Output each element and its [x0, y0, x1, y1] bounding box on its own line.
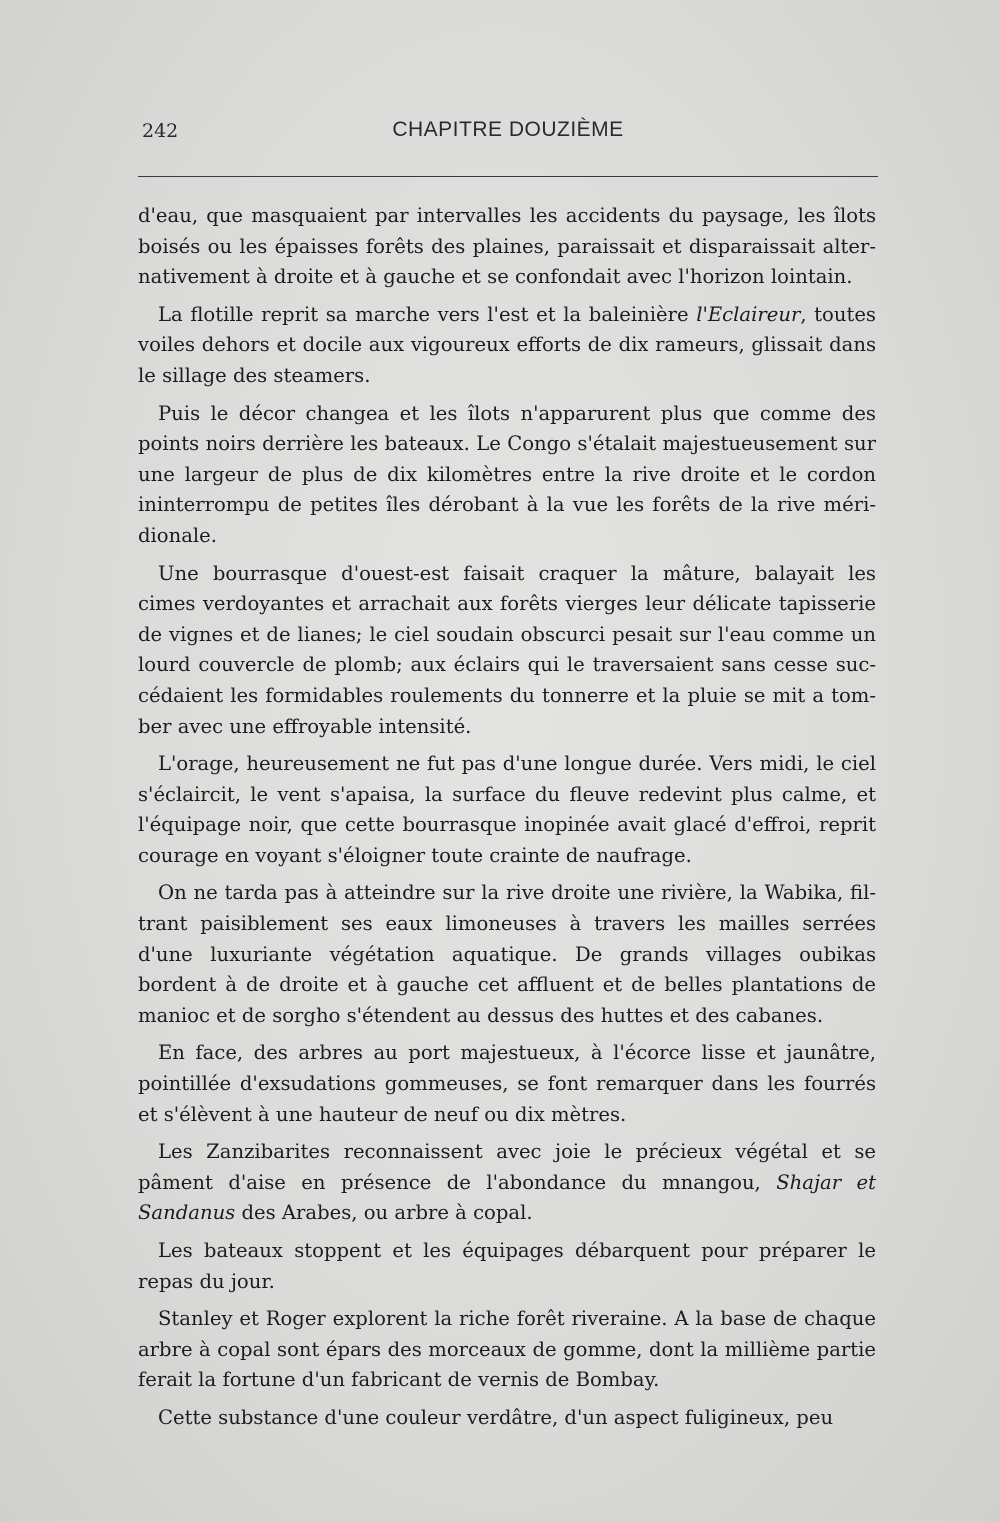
paragraph: On ne tarda pas à atteindre sur la rive droite une rivière, la Wabika, filtrant paisiblement ses eaux limoneuses à travers les mailles serrées d'une luxuriante végétation aquatique. De grands villages oubikas bordent à de droite et à gauche cet affluent et de belles plantations de manioc et de sorgho s'étendent au dessus des huttes et des cabanes.: [138, 881, 876, 1027]
paragraph: d'eau, que masquaient par intervalles les accidents du paysage, les îlots boisés ou les épaisses forêts des plaines, paraissait et disparaissait alternativement à droite et à gauche et se confondait avec l'horizon lointain.: [138, 204, 876, 289]
arabic-name: Shajar et Sandanus: [138, 1170, 876, 1225]
paragraph: Une bourrasque d'ouest-est faisait craquer la mâture, balayait les cimes verdoyantes et arrachait aux forêts vierges leur délicate tapisserie de vignes et de lianes; le ciel soudain obscurci pesait sur l'eau comme un lourd couvercle de plomb; aux éclairs qui le traversaient sans cesse succédaient les formidables roulements du tonnerre et la pluie se mit a tomber avec une effroyable intensité.: [138, 561, 876, 738]
page-number: 242: [142, 120, 179, 142]
paragraph: Puis le décor changea et les îlots n'apparurent plus que comme des points noirs derrière les bateaux. Le Congo s'étalait majestueusement sur une largeur de plus de dix kilomètres entre la rive droite et le cordon ininterrompu de petites îles dérobant à la vue les forêts de la rive méridionale.: [138, 401, 876, 547]
body-text: [138, 201, 876, 1441]
paragraph: Cette substance d'une couleur verdâtre, d'un aspect fuligineux, peu: [158, 1405, 834, 1429]
ship-name: l'Eclaireur: [696, 302, 801, 326]
running-title: CHAPITRE DOUZIÈME: [392, 118, 624, 141]
paragraph: Les bateaux stoppent et les équipages débarquent pour préparer le repas du jour.: [138, 1239, 876, 1293]
paragraph: L'orage, heureusement ne fut pas d'une longue durée. Vers midi, le ciel s'éclaircit, le vent s'apaisa, la surface du fleuve redevint plus calme, et l'équipage noir, que cette bourrasque inopinée avait glacé d'effroi, reprit courage en voyant s'éloigner toute crainte de naufrage.: [138, 752, 876, 867]
page-header: [138, 118, 878, 148]
paragraph: La flotille reprit sa marche vers l'est et la baleinière l'Eclaireur, toutes voiles dehors et docile aux vigoureux efforts de dix rameurs, glissait dans le sillage des steamers.: [138, 302, 876, 387]
header-rule: [138, 176, 878, 177]
paragraph: Les Zanzibarites reconnaissent avec joie le précieux végétal et se pâment d'aise en présence de l'abondance du mnangou, Shajar et Sandanus des Arabes, ou arbre à copal.: [138, 1140, 876, 1225]
paragraph: Stanley et Roger explorent la riche forêt riveraine. A la base de chaque arbre à copal sont épars des morceaux de gomme, dont la millième partie ferait la fortune d'un fabricant de vernis de Bombay.: [138, 1307, 876, 1392]
paragraph: En face, des arbres au port majestueux, à l'écorce lisse et jaunâtre, pointillée d'exsudations gommeuses, se font remarquer dans les fourrés et s'élèvent à une hauteur de neuf ou dix mètres.: [138, 1041, 876, 1126]
